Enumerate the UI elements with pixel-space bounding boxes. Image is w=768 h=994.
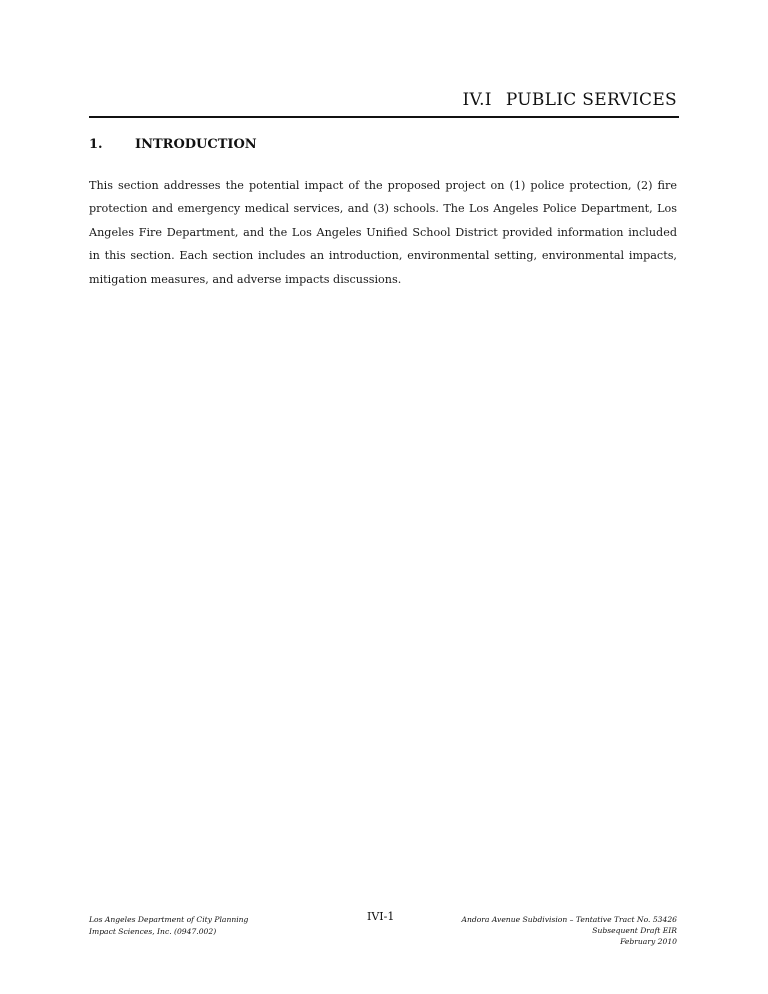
footer-project: Andora Avenue Subdivision – Tentative Tract No. 53426 <box>461 915 677 924</box>
introduction-heading-text: INTRODUCTION <box>135 137 257 152</box>
introduction-number: 1. <box>89 137 103 152</box>
section-number: IV.I <box>462 90 492 110</box>
footer-agency: Los Angeles Department of City Planning <box>89 915 249 924</box>
section-title-text: PUBLIC SERVICES <box>505 90 677 110</box>
footer-left <box>89 914 248 938</box>
introduction-paragraph: This section addresses the potential impact of the proposed project on (1) police protection, (2) fire protection and emergency medical services, and (3) schools. The Los Angeles Police Department, Los Angeles Fire Department, and the Los Angeles Unified School District provided information included in this section. Each section includes an introduction, environmental setting, environmental impacts, mitigation measures, and adverse impacts discussions. <box>89 179 677 286</box>
footer-consultant: Impact Sciences, Inc. (0947.002) <box>89 927 217 936</box>
page-header <box>89 90 679 118</box>
page-footer <box>89 912 677 952</box>
footer-right <box>461 914 677 947</box>
footer-date: February 2010 <box>620 937 677 946</box>
section-title <box>462 90 677 110</box>
introduction-heading <box>89 137 679 152</box>
page-number: IVI-1 <box>367 910 395 923</box>
footer-document-type: Subsequent Draft EIR <box>592 926 677 935</box>
